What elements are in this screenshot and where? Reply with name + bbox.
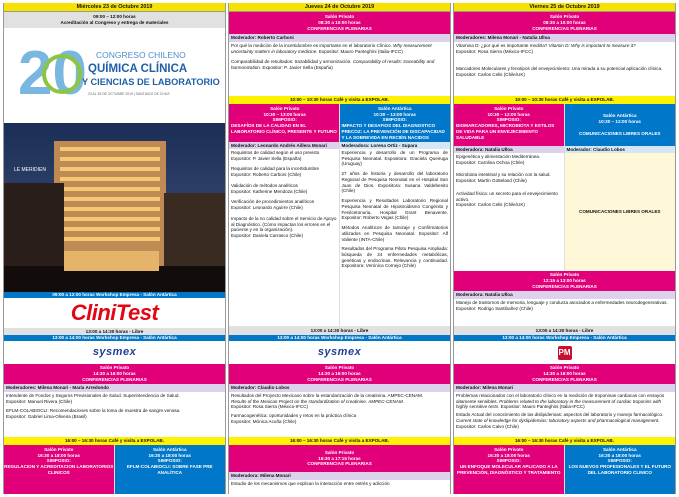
plenary-talks: [454, 392, 675, 437]
plenary-header: [229, 12, 450, 34]
session-time: 14:30 a 16:00 horas: [543, 371, 586, 377]
talk-list: [340, 149, 451, 272]
moderator-text: Moderador: Claudio Lobos: [566, 147, 625, 152]
session-time: 10:30 – 13:00 horas: [373, 111, 416, 117]
session-time: 08:30 a 10:00 horas: [543, 20, 586, 26]
day-title: Viernes 25 de Octubre 2019: [529, 3, 600, 10]
moderator-text: Moderadora: Natalia Ulloa: [456, 147, 513, 152]
session-title: DESAFÍOS DE LA CALIDAD EN EL LABORATORIO CLÍNICO, PRESENTE Y FUTURO: [231, 123, 337, 134]
talk-speaker: Expositor: Gabriel Lima-Oliveira (Brasil): [6, 414, 87, 420]
session-type: SIMPOSIO:: [496, 458, 521, 464]
coffee-text: 16:00 – 16:30 horas Café y visita a EXPOLAB.: [64, 438, 165, 444]
hotel-photo-graphic: [4, 123, 225, 292]
oral-communications-text: COMUNICACIONES LIBRES ORALES: [579, 209, 661, 215]
talk-title: Intendente de Fondos y Seguros Previsionales de Salud. Superintendencia de Salud.: [6, 393, 180, 398]
list-item: Verificación de procedimientos analíticos Expositor: Leonardo Aguirre (Chile): [231, 199, 314, 211]
symposium-header: [454, 104, 564, 146]
moderator-text: Moderador: Roberto Carboni: [231, 35, 294, 40]
list-item: Impacto de la no calidad sobre el Servicio de Apoyo al Diagnóstico. (Cómo impactan los errores en el paciente y en la organización). Expositor: Daniela Carrasco (Chile): [231, 215, 337, 239]
list-item: Actividad física: un secreto para el envejecimiento activo. Expositor: Carlos Celis (Chile/UK): [456, 190, 558, 208]
late-session-right: [565, 445, 676, 494]
opening-time: 09:00 – 12:00 horas: [93, 14, 136, 20]
session-time: 16:30 a 18:00 horas: [37, 452, 80, 458]
session-time: 14:30 a 16:00 horas: [93, 371, 136, 377]
moderator: [229, 384, 450, 392]
talk-speaker: Expositor: Carlos Calvo (Chile): [456, 423, 519, 429]
sysmex-logo: [4, 341, 225, 364]
room-name: Salón Privato: [99, 365, 130, 371]
list-item: Requisitos de calidad según el uso previsto Expositor: P. Javier Sella (España): [231, 150, 320, 161]
room-name: Salón Antártica: [602, 447, 637, 452]
opening-block: [4, 12, 225, 28]
plenary-talks: [4, 392, 225, 437]
logo-line-4: 23 AL 25 DE OCTUBRE 2019 | SANTIAGO DE CHILE: [88, 92, 170, 96]
session-title: EFLM-COLABIOCLI: SOBRE FASE PRE ANALÍTICA: [126, 464, 213, 475]
moderator-text: Moderador: Leonardo Andrés Aillera Monari: [231, 143, 327, 148]
moderator-text: Moderadora: Natalia Ulloa: [456, 292, 513, 297]
session-title: CONFERENCIAS PLENARIAS: [307, 25, 372, 31]
plenary-header: [4, 364, 225, 384]
list-item: Experiencia y desarrollo de un Programa de Pesquisa Neonatal. Expositora: Graciela Queiruga (Uruguay): [341, 150, 448, 167]
plenary-talks: [229, 392, 450, 437]
late-talk: [229, 480, 450, 494]
moderator: [454, 384, 675, 392]
session-time: 14:30 a 16:00 horas: [318, 371, 361, 377]
workshop-text: 13:00 a 14:00 horas Workshop Empresa - Salón Antártica: [277, 335, 402, 341]
column-friday: [453, 3, 676, 494]
talk-title-en: Vitamin D: Why is important to measure it?: [548, 43, 636, 48]
talk-title: Estado Actual del conocimiento de las dislipidemias: aspectos del laboratorio y manejo farmacológico.: [456, 412, 664, 418]
moderator: [4, 384, 225, 392]
session-time: 16:30 a 18:00 horas: [487, 452, 530, 458]
hotel-sign: LE MERIDIEN: [14, 167, 46, 173]
room-name: Salón Privato: [494, 106, 524, 111]
workshop-text: 09:00 a 12:00 horas Workshop Empresa - Salón Antártica: [52, 292, 177, 298]
moderator: [229, 472, 450, 480]
session-type: SIMPOSIO:: [607, 458, 632, 464]
talk-list: [229, 149, 339, 242]
talk-title-en: Current state of knowledge for dyslipidemias: laboratory aspects and pharmacological management.: [456, 417, 660, 423]
talk-speaker: Expositor: Manuel Rivera (Chile): [6, 398, 73, 404]
symposia: [229, 104, 450, 326]
late-plenary-header: [229, 445, 450, 472]
symposium-header: [229, 104, 339, 142]
talk-title: Manejo de trastornos de memoria, lenguaje y conducta asociados a enfermedades neurodegenerativas.: [456, 300, 668, 305]
session-title: CONFERENCIAS PLENARIAS: [532, 283, 597, 289]
list-item: Validación de métodos analíticos Expositor: Katherine Mendoza (Chile): [231, 182, 308, 194]
midday-plenary-header: [454, 271, 675, 291]
session-time: 08:30 a 10:00 horas: [318, 20, 361, 26]
sysmex-wordmark: sysmex: [317, 345, 362, 358]
list-item: 27 años de historia y desarrollo del laboratorio Regional de Pesquisa Neonatal en el Hospital San Juan de Dios. Expositora: Susana Valdebenito (Chile): [341, 171, 448, 194]
moderator-text: Moderadora: Lorena Ortiz - Supara: [341, 143, 418, 148]
oral-communications: [565, 153, 676, 271]
session-time: 16:30 a 17:15 horas: [318, 455, 361, 461]
coffee-break: [229, 96, 450, 104]
talk-title: Farmacogenética: oportunidades y retos en la práctica clínica: [231, 413, 357, 419]
session-title: REGULACION Y ACREDITACION LABORATORIOS CLINICOS: [4, 464, 114, 475]
session-title: LOS NUEVOS PROFESIONALES Y EL FUTURO DEL LABORATORIO CLINICO: [568, 464, 671, 475]
congress-logo-graphic: [4, 28, 225, 123]
symposium-header: [340, 104, 451, 142]
lunch-block: [4, 328, 225, 335]
list-item: Experiencia y Resultados Laboratorio Regional Pesquisa Neonatal de Hipotiroidismo Congénito y Fenilcetonuria, Hospital Grant Benavente. Expositor: Roberto Vegas (Chile): [341, 198, 448, 221]
symposium-left: [454, 104, 565, 271]
talk-title: EFLM-COLABIOCLI: Recomendaciones sobre la toma de muestra de sangre venosa.: [6, 408, 181, 414]
coffee-break: [454, 437, 675, 445]
moderator-text: Moderador: Claudio Lobos: [231, 385, 290, 390]
coffee-text: 10:00 – 10:30 horas Café y visita a EXPOLAB.: [514, 97, 615, 103]
room-name: Salón Privato: [549, 14, 580, 20]
session-type: SIMPOSIO:: [272, 117, 297, 123]
list-item: Microbiota intestinal y su relación con la salud. Expositor: Martín Gotteland (Chile): [456, 172, 551, 184]
moderator-text: Moderadora: Milena Monari: [231, 473, 291, 478]
day-header: [454, 3, 675, 12]
room-name: Salón Antártica: [377, 106, 412, 111]
day-header: [4, 3, 225, 12]
congress-logo: [4, 28, 225, 123]
talk-speaker: Expositor: Rosa Sierra (México-IFCC): [231, 404, 309, 410]
moderator: [454, 291, 675, 299]
room-name: Salón Privato: [494, 447, 524, 452]
list-item: Métodos Analíticos de tamizaje y Confirmatorios utilizados en Pesquisa Neonatal. Expositor: Alf Valiente (INTA-Chile): [341, 225, 449, 242]
room-name: Salón Privato: [270, 106, 300, 111]
room-name: Salón Privato: [324, 449, 355, 455]
list-item: Requisitos de calidad para la incertidumbre Expositor: Roberto Carboni (Chile): [231, 166, 320, 178]
moderator: [229, 34, 450, 42]
plenary-header: [229, 364, 450, 384]
session-type: SIMPOSIO:: [382, 117, 407, 123]
logo-line-3: Y CIENCIAS DE LABORATORIO: [82, 77, 220, 87]
session-title: CONFERENCIAS PLENARIAS: [82, 376, 147, 382]
talk-speaker: Expositor: Carlos Celis (Chile/UK): [456, 72, 525, 78]
session-title: UN ENFOQUE MOLECULAR APLICADO A LA PREVENCIÓN, DIAGNÓSTICO Y TRATAMIENTO: [457, 464, 561, 475]
sponsor-logo: [454, 341, 675, 364]
symposium-header: [565, 104, 676, 146]
talk-speaker: Expositor: Mauro Panteghini (Italia-IFCC): [499, 404, 585, 410]
session-time: 10:30 – 12:00 horas: [487, 111, 530, 117]
moderator: [229, 142, 339, 149]
session-title: COMUNICACIONES LIBRES ORALES: [579, 130, 661, 136]
coffee-break: [4, 437, 225, 445]
symposium-right: [565, 104, 676, 271]
room-name: Salón Privato: [549, 365, 580, 371]
sponsor-logo-mark: PM: [558, 346, 572, 360]
workshop-text: 13:00 a 14:00 horas Workshop Empresa - Salón Antártica: [502, 335, 627, 341]
moderator-text: Moderador: Milena Monari: [456, 385, 514, 390]
coffee-text: 16:00 – 16:30 horas Café y visita a EXPOLAB.: [514, 438, 615, 444]
talk-title: Vitamina D: ¿por qué es importante medirla?: [456, 43, 549, 48]
session-type: SIMPOSIO:: [496, 117, 521, 123]
logo-line-2: QUÍMICA CLÍNICA: [88, 63, 188, 75]
session-type: SIMPOSIO:: [46, 458, 71, 464]
opening-text: Acreditación al Congreso y entrega de materiales: [60, 20, 169, 25]
talk-title: Comparabilidad de resultados: trazabilidad y armonización.: [231, 59, 353, 65]
session-title: BIOMARCADORES, MICROBIOTA Y ESTILOS DE VIDA PARA UN ENVEJECIMIENTO SALUDABLE: [456, 123, 555, 140]
late-sessions: [4, 445, 225, 494]
session-time: 16:30 a 18:00 horas: [598, 452, 641, 458]
lunch-text: 13:00 a 14:30 horas - Libre: [85, 328, 144, 334]
list-item: Resultados del Programa Piloto Pesquisa Ampliada: búsqueda de 24 enfermedades metabólicas, genéticas y endocrinas. Relevancia y continuidad. Expositora: Verónica Cornejo (Chile): [341, 246, 448, 269]
room-name: Salón Privato: [324, 14, 355, 20]
late-sessions: [454, 445, 675, 494]
plenary-header: [454, 364, 675, 384]
late-session-right: [115, 445, 226, 494]
session-time: 12:15 a 13:00 horas: [543, 278, 586, 284]
day-header: [229, 3, 450, 12]
talk-title-en: Problems related to the laboratory in the measurement of cardiac troponins with highly sensitive tests.: [456, 398, 662, 410]
logo-number: 20: [18, 39, 87, 108]
clinitest-wordmark: CliniTest: [70, 300, 159, 326]
midday-talk: [454, 299, 675, 326]
moderator: [454, 146, 564, 153]
coffee-break: [454, 96, 675, 104]
plenary-talks: [454, 42, 675, 96]
session-title: CONFERENCIAS PLENARIAS: [532, 376, 597, 382]
talk-title-en: Results of the Mexican Project on the standardization of creatinine. AMPEC-CENAM.: [231, 398, 404, 404]
session-title: CONFERENCIAS PLENARIAS: [532, 25, 597, 31]
talk-title-en: Comparability of results: traceability and harmonization: [231, 59, 435, 71]
session-title: IMPACTO Y DESAFIOS DEL DIAGNOSTICO PRECOZ: LA PREVENCIÓN DE DISCAPACIDAD Y LA SOBREVIDA EN RECIÉN NACIDOS: [341, 123, 445, 140]
column-thursday: [228, 3, 451, 494]
logo-line-1: CONGRESO CHILENO: [96, 50, 186, 60]
late-session-left: [4, 445, 115, 494]
talk-list: [454, 153, 564, 211]
session-time: 16:30 a 18:00 horas: [148, 452, 191, 458]
moderator-text: Moderadores: Milena Monari - Natalia Ulloa: [456, 35, 550, 40]
talk-speaker: Expositor: Rosa Sierra (México-IFCC): [456, 48, 534, 54]
day-title: Jueves 24 de Octubre 2019: [304, 3, 375, 10]
room-name: Salón Privato: [549, 272, 580, 278]
sysmex-logo: [229, 341, 450, 364]
session-time: 10:30 – 12:00 horas: [598, 119, 641, 125]
talk-title: Marcadores Moleculares y fenotipos del envejecimiento: Una mirada a su potencial aplicación clínica.: [456, 66, 663, 72]
hotel-photo: [4, 123, 225, 292]
moderator: [454, 34, 675, 42]
symposium-left: [229, 104, 340, 326]
symposium-right: [340, 104, 451, 326]
session-title: CONFERENCIAS PLENARIAS: [307, 461, 372, 467]
lunch-block: [229, 326, 450, 335]
coffee-text: 10:00 – 10:30 horas Café y visita a EXPOLAB.: [289, 97, 390, 103]
moderator: [340, 142, 451, 149]
coffee-break: [229, 437, 450, 445]
talk-title: Resultados del Proyecto Mexicano sobre la estandarización de la creatinina. AMPEC-CENAM.: [231, 393, 424, 398]
late-session-left: [454, 445, 565, 494]
column-wednesday: [3, 3, 226, 494]
room-name: Salón Antártica: [602, 113, 637, 119]
workshop-text-2: 13:00 a 14:00 horas Workshop Empresa - Salón Antártica: [52, 335, 177, 341]
talk-title: Por qué la medición de la incertidumbre es importante en el laboratorio Clínico.: [231, 43, 394, 48]
plenary-talks: [229, 42, 450, 96]
talk-speaker: Expositor: Mónica Acuña (Chile): [231, 418, 297, 424]
talk-title: Problemas relacionados con el laboratorio clínico en la medición de troponinas cardiacas con ensayos altamente sensibles.: [456, 393, 665, 404]
sysmex-wordmark: sysmex: [92, 345, 137, 358]
lunch-text: 13:00 a 14:30 horas - Libre: [535, 327, 594, 333]
session-title: CONFERENCIAS PLENARIAS: [307, 376, 372, 382]
session-time: 10:30 – 13:00 horas: [263, 111, 306, 117]
plenary-header: [454, 12, 675, 34]
room-name: Salón Privato: [324, 365, 355, 371]
list-item: Epigenética y alimentación Mediterránea. Expositor: Carolina Ochoa (Chile): [456, 154, 541, 165]
room-name: Salón Privato: [44, 447, 74, 452]
moderator: [565, 146, 676, 153]
symposia: [454, 104, 675, 271]
session-type: SIMPOSIO:: [157, 458, 182, 464]
lunch-block: [454, 326, 675, 335]
talk-title-en: Why measurement uncertainty matters in laboratory medicine: [231, 43, 432, 54]
lunch-text: 13:00 a 14:30 horas - Libre: [310, 327, 369, 333]
clinitest-logo: [4, 298, 225, 328]
room-name: Salón Antártica: [152, 447, 187, 452]
coffee-text: 16:00 – 16:30 horas Café y visita a EXPOLAB.: [289, 438, 390, 444]
talk-speaker: . Expositor: Mauro Panteghini (Italia-IFCC): [316, 48, 403, 54]
day-title: Miércoles 23 de Octubre 2019: [76, 3, 153, 10]
talk-speaker: Expositor: Rodrigo Santibañez (Chile): [456, 305, 533, 311]
moderator-text: Moderadores: Milena Monari - María Arredondo: [6, 385, 109, 390]
talk-speaker: . Expositor: P. Javier Sella (España): [259, 65, 333, 71]
talk-title: Estudio de los mecanismos que explican la interacción entre estrés y adicción: [231, 481, 390, 486]
